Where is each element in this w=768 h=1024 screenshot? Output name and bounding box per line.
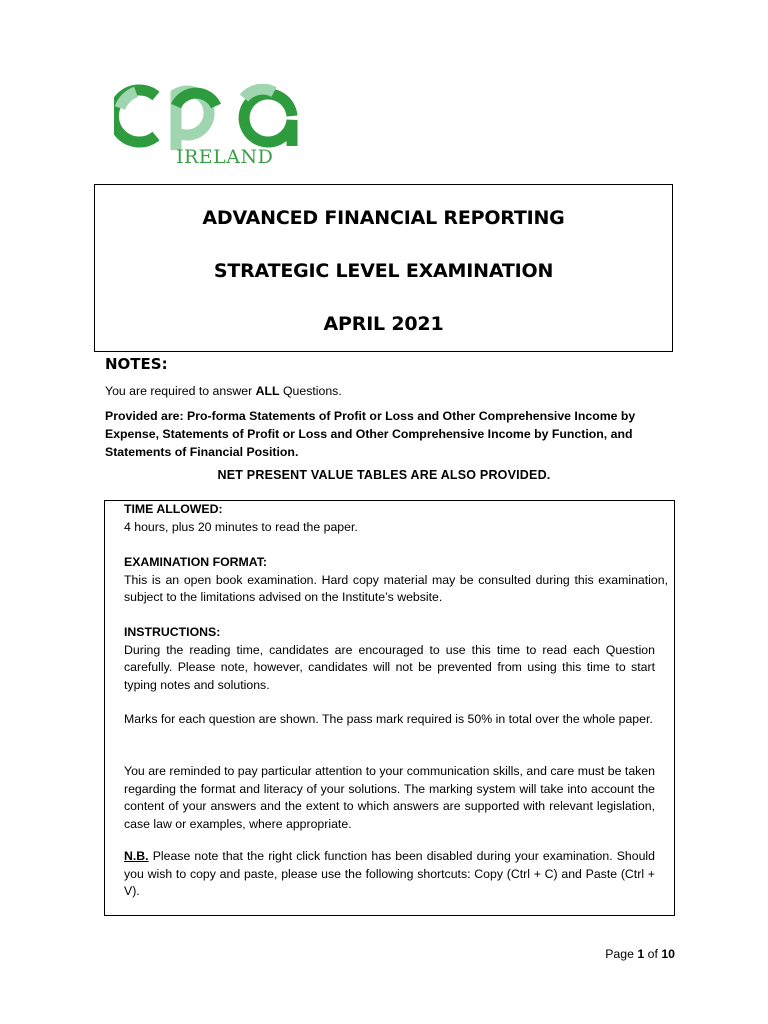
page-number: Page 1 of 10 <box>605 947 675 961</box>
nb-label: N.B. <box>124 849 149 863</box>
exam-format-heading: EXAMINATION FORMAT: <box>124 555 267 569</box>
cpa-ireland-logo <box>114 84 304 172</box>
nb-text: N.B. Please note that the right click function has been disabled during your examination. Should you wish to copy and paste, please use the following shortcuts: Copy (Ctrl + C) and Paste (Ctrl + V). <box>124 849 655 899</box>
npv-notice: NET PRESENT VALUE TABLES ARE ALSO PROVIDED. <box>217 468 551 482</box>
exam-date: APRIL 2021 <box>323 313 444 335</box>
instructions-text: During the reading time, candidates are encouraged to use this time to read each Question carefully. Please note, however, candidates will not be prevented from using this time to start typing notes and solutions. <box>124 642 655 692</box>
exam-info-box <box>104 500 675 916</box>
level-title: STRATEGIC LEVEL EXAMINATION <box>213 260 554 282</box>
time-allowed-section <box>124 501 655 536</box>
marks-text: Marks for each question are shown. The pass mark required is 50% in total over the whole paper. <box>124 712 653 726</box>
notes-heading: NOTES: <box>105 355 168 373</box>
subject-title: ADVANCED FINANCIAL REPORTING <box>202 207 565 229</box>
reminder-text: You are reminded to pay particular attention to your communication skills, and care must be taken regarding the format and literacy of your solutions. The marking system will take into account the content of your answers and the extent to which answers are supported with relevant legislation, case law or examples, where appropriate. <box>124 764 655 831</box>
instructions-heading: INSTRUCTIONS: <box>124 625 221 639</box>
instructions-section <box>124 624 655 694</box>
exam-format-section <box>124 554 668 607</box>
provided-materials: Provided are: Pro-forma Statements of Profit or Loss and Other Comprehensive Income by Expense, Statements of Profit or Loss and Other Comprehensive Income by Function, and Statements of Financial Position. <box>105 409 636 459</box>
exam-format-text: This is an open book examination. Hard copy material may be consulted during this examination, subject to the limitations advised on the Institute’s website. <box>124 572 668 605</box>
exam-title-box <box>94 184 673 352</box>
time-allowed-text: 4 hours, plus 20 minutes to read the paper. <box>124 519 358 534</box>
logo-subtitle: IRELAND <box>176 146 274 168</box>
answer-instruction: You are required to answer ALL Questions. <box>105 384 342 398</box>
time-allowed-heading: TIME ALLOWED: <box>124 502 223 516</box>
